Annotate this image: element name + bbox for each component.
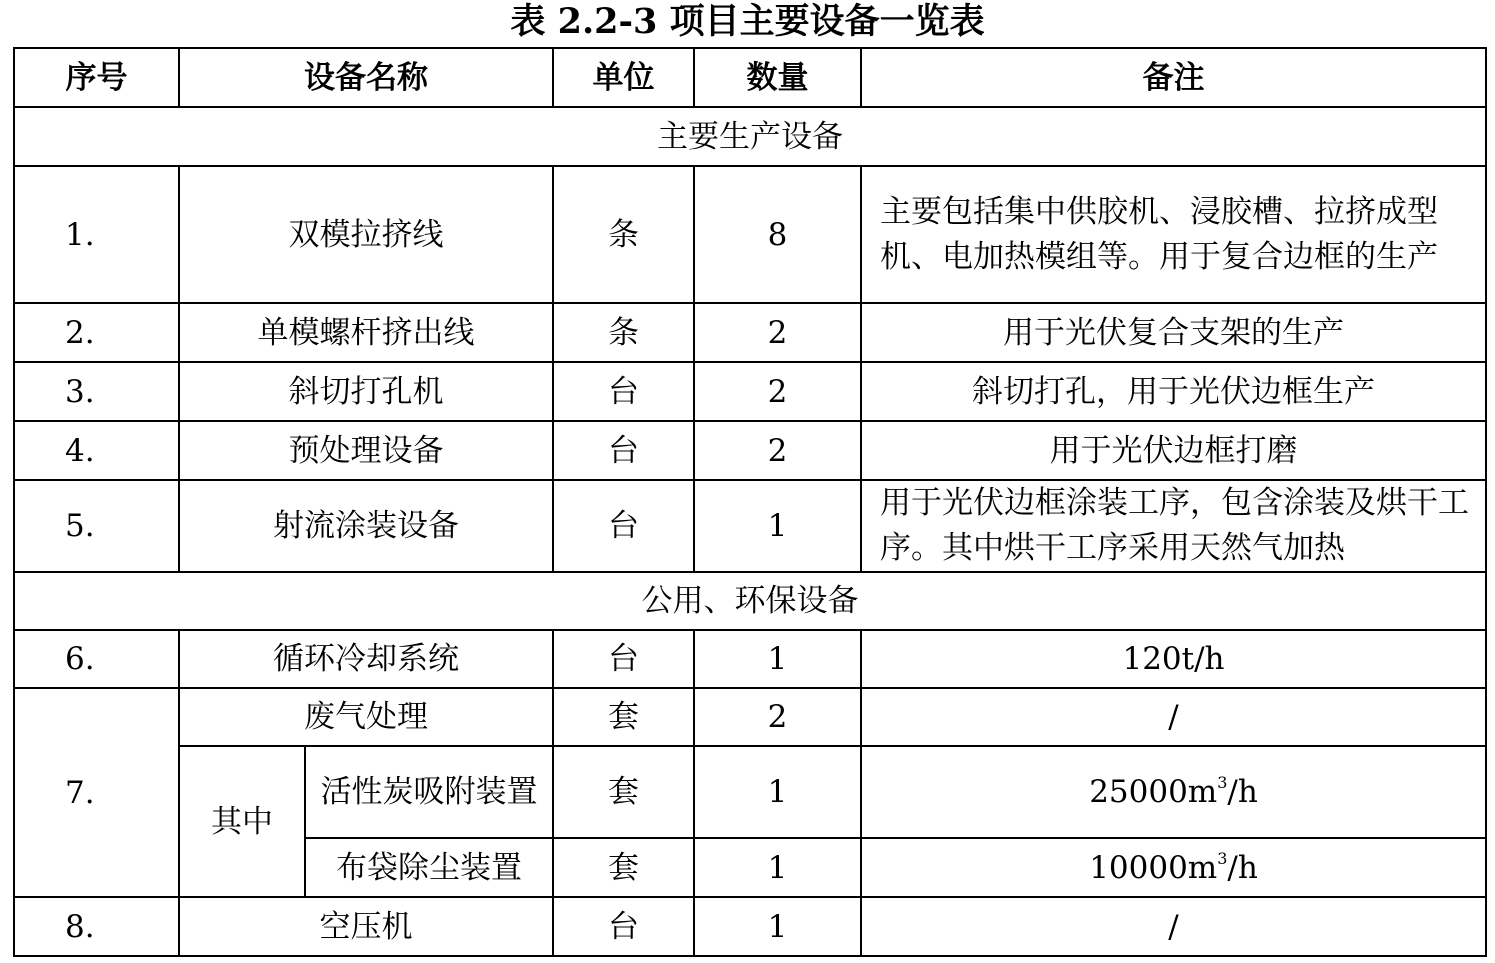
table-row: [14, 480, 1486, 572]
header-note: 备注: [861, 48, 1486, 107]
row-name: 单模螺杆挤出线: [179, 303, 553, 362]
sub-group-label: 其中: [179, 746, 305, 897]
row-note: 用于光伏边框打磨: [861, 421, 1486, 480]
row-note: [861, 838, 1486, 897]
row-qty: 1: [694, 630, 861, 688]
row-qty: 2: [694, 362, 861, 421]
table-row: [14, 362, 1486, 421]
row-name: 废气处理: [179, 688, 553, 746]
section-row: [14, 572, 1486, 630]
row-name: 循环冷却系统: [179, 630, 553, 688]
row-note: [861, 746, 1486, 838]
row-no: 1.: [14, 166, 179, 303]
row-qty: 1: [694, 897, 861, 956]
row-name: 预处理设备: [179, 421, 553, 480]
table-row: [14, 688, 1486, 746]
row-name: 射流涂装设备: [179, 480, 553, 572]
row-qty: 1: [694, 480, 861, 572]
row-unit: 套: [553, 838, 694, 897]
header-no: 序号: [14, 48, 179, 107]
row-no: 3.: [14, 362, 179, 421]
row-no: 2.: [14, 303, 179, 362]
row-name: 活性炭吸附装置: [305, 746, 553, 838]
row-unit: 条: [553, 303, 694, 362]
row-unit: 条: [553, 166, 694, 303]
note-unit: /h: [1227, 774, 1258, 810]
row-name: 布袋除尘装置: [305, 838, 553, 897]
row-unit: 台: [553, 362, 694, 421]
row-qty: 1: [694, 746, 861, 838]
table-row: [14, 166, 1486, 303]
row-no: 4.: [14, 421, 179, 480]
section-main: 主要生产设备: [14, 107, 1486, 166]
header-unit: 单位: [553, 48, 694, 107]
row-no: 7.: [14, 688, 179, 897]
row-name: 斜切打孔机: [179, 362, 553, 421]
note-unit: /h: [1227, 849, 1258, 886]
table-row: [14, 421, 1486, 480]
section-row: [14, 107, 1486, 166]
row-qty: 8: [694, 166, 861, 303]
row-no: 5.: [14, 480, 179, 572]
table-title: 表 2.2-3 项目主要设备一览表: [510, 1, 985, 42]
row-qty: 2: [694, 303, 861, 362]
row-note: 120t/h: [861, 630, 1486, 688]
row-note: /: [861, 688, 1486, 746]
table-row: [14, 630, 1486, 688]
row-unit: 台: [553, 897, 694, 956]
row-no: 6.: [14, 630, 179, 688]
header-name: 设备名称: [179, 48, 553, 107]
row-name: 双模拉挤线: [179, 166, 553, 303]
row-note: 斜切打孔，用于光伏边框生产: [861, 362, 1486, 421]
row-unit: 套: [553, 746, 694, 838]
row-note: 用于光伏复合支架的生产: [861, 303, 1486, 362]
row-note: 主要包括集中供胶机、浸胶槽、拉挤成型机、电加热模组等。用于复合边框的生产: [861, 166, 1486, 303]
row-unit: 套: [553, 688, 694, 746]
row-unit: 台: [553, 630, 694, 688]
equipment-table: [13, 47, 1487, 957]
row-qty: 2: [694, 421, 861, 480]
row-name: 空压机: [179, 897, 553, 956]
row-no: 8.: [14, 897, 179, 956]
row-note: /: [861, 897, 1486, 956]
table-row: [14, 897, 1486, 956]
note-value: 10000m: [1089, 849, 1218, 886]
note-value: 25000m: [1089, 774, 1218, 810]
header-row: [14, 48, 1486, 107]
row-note: 用于光伏边框涂装工序，包含涂装及烘干工序。其中烘干工序采用天然气加热: [861, 480, 1486, 572]
row-unit: 台: [553, 480, 694, 572]
note-superscript: 3: [1217, 773, 1228, 792]
row-qty: 2: [694, 688, 861, 746]
row-unit: 台: [553, 421, 694, 480]
table-row: [14, 303, 1486, 362]
header-qty: 数量: [694, 48, 861, 107]
table-row: [14, 746, 1486, 838]
note-superscript: 3: [1217, 848, 1228, 868]
row-qty: 1: [694, 838, 861, 897]
section-utility: 公用、环保设备: [14, 572, 1486, 630]
